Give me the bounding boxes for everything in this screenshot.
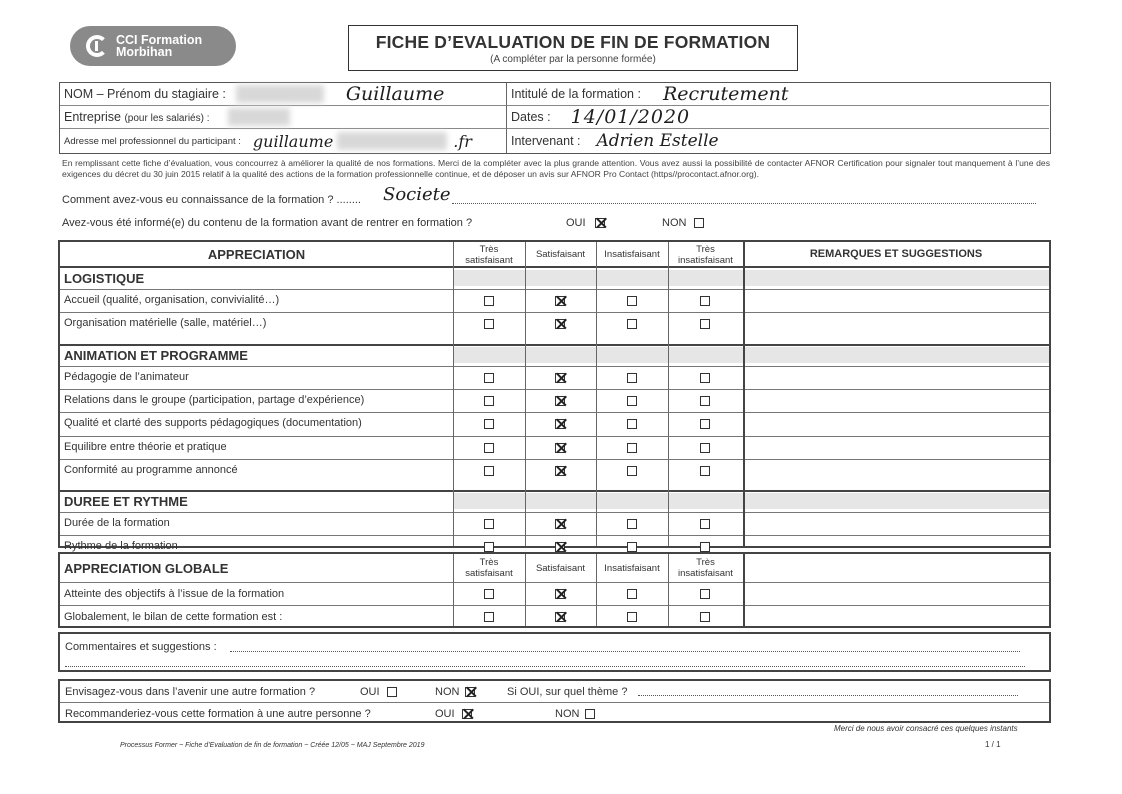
informed-yes-checkbox[interactable]	[595, 218, 605, 228]
criterion-label: Durée de la formation	[64, 517, 170, 530]
logo-text	[116, 34, 202, 58]
rating-checkbox[interactable]	[555, 466, 565, 476]
rating-checkbox[interactable]	[627, 466, 637, 476]
informed-question: Avez-vous été informé(e) du contenu de la formation avant de rentrer en formation ?	[62, 217, 473, 229]
other-training-no[interactable]	[435, 686, 475, 698]
source-question	[62, 194, 361, 206]
company-row	[60, 106, 507, 129]
rating-checkbox[interactable]	[700, 373, 710, 383]
logo-line1: CCI Formation	[116, 33, 203, 47]
rating-checkbox[interactable]	[627, 542, 637, 552]
col-header-line1: Très	[696, 243, 715, 255]
recommend-yes-checkbox[interactable]	[462, 709, 472, 719]
redacted-email	[337, 132, 447, 150]
column-divider	[596, 554, 597, 626]
rating-checkbox[interactable]	[700, 319, 710, 329]
criterion-label: Relations dans le groupe (participation, partage d’expérience)	[64, 393, 365, 406]
informed-no-checkbox[interactable]	[694, 218, 704, 228]
rating-checkbox[interactable]	[555, 419, 565, 429]
rating-checkbox[interactable]	[627, 612, 637, 622]
trainee-name-row	[60, 83, 507, 106]
title-box	[348, 25, 798, 71]
rating-checkbox[interactable]	[484, 589, 494, 599]
rating-checkbox[interactable]	[484, 612, 494, 622]
email-row	[60, 129, 507, 153]
criterion-label: Organisation matérielle (salle, matériel…)	[64, 317, 267, 330]
global-criterion-label: Atteinte des objectifs à l’issue de la formation	[64, 588, 285, 600]
column-divider	[668, 242, 669, 546]
col-header-satisfied: Satisfaisant	[535, 249, 586, 260]
section-title: DUREE ET RYTHME	[64, 494, 188, 510]
other-yes-label: OUI	[360, 686, 380, 698]
rating-checkbox[interactable]	[555, 296, 565, 306]
dates-label: Dates :	[511, 110, 551, 124]
trainer-field[interactable]: Adrien Estelle	[596, 131, 719, 151]
thanks-note: Merci de nous avoir consacré ces quelques instants	[834, 724, 1018, 733]
source-label: Comment avez-vous eu connaissance de la formation ? ........	[62, 194, 361, 206]
redacted-company[interactable]	[228, 108, 290, 126]
rating-checkbox[interactable]	[555, 373, 565, 383]
row-divider	[60, 605, 1049, 606]
training-title-field[interactable]: Recrutement	[662, 83, 789, 105]
source-field[interactable]: Societe	[383, 184, 451, 205]
rating-checkbox[interactable]	[555, 443, 565, 453]
page-title: FICHE D’EVALUATION DE FIN DE FORMATION	[375, 32, 771, 52]
email-label: Adresse mel professionnel du participant :	[64, 135, 241, 147]
global-appreciation-table	[58, 552, 1051, 628]
recommend-no[interactable]	[555, 708, 595, 720]
comments-box	[58, 632, 1051, 672]
rating-checkbox[interactable]	[627, 296, 637, 306]
rating-checkbox[interactable]	[484, 443, 494, 453]
rating-checkbox[interactable]	[627, 519, 637, 529]
rating-checkbox[interactable]	[700, 589, 710, 599]
global-title: APPRECIATION GLOBALE	[64, 560, 229, 576]
rating-checkbox[interactable]	[484, 373, 494, 383]
recommend-no-checkbox[interactable]	[585, 709, 595, 719]
global-col-unsatisfied: Insatisfaisant	[604, 562, 660, 574]
criterion-label: Accueil (qualité, organisation, convivialité…)	[64, 294, 280, 306]
rating-checkbox[interactable]	[700, 396, 710, 406]
col-header-line2: satisfaisant	[465, 254, 513, 266]
remarks-area[interactable]	[745, 268, 1049, 563]
global-col-very-satisfied	[453, 554, 525, 582]
rating-checkbox[interactable]	[484, 519, 494, 529]
column-divider	[743, 554, 745, 626]
trainee-name-label: NOM – Prénom du stagiaire :	[64, 87, 226, 101]
theme-question: Si OUI, sur quel thème ?	[507, 686, 628, 698]
rating-checkbox[interactable]	[627, 396, 637, 406]
rating-checkbox[interactable]	[700, 612, 710, 622]
global-criterion-label: Globalement, le bilan de cette formation est :	[64, 611, 283, 623]
cci-logo-icon	[86, 35, 108, 57]
future-box	[58, 679, 1051, 723]
rating-checkbox[interactable]	[700, 542, 710, 552]
rating-checkbox[interactable]	[627, 319, 637, 329]
appreciation-table	[58, 240, 1051, 553]
email-field-end: .fr	[453, 131, 472, 151]
criterion-label: Conformité au programme annoncé	[64, 463, 238, 476]
rating-checkbox[interactable]	[484, 396, 494, 406]
informed-yes-option[interactable]	[566, 217, 605, 229]
rating-checkbox[interactable]	[627, 589, 637, 599]
training-title-label: Intitulé de la formation :	[511, 87, 641, 101]
theme-dotted-line[interactable]	[638, 695, 1018, 696]
email-field-start[interactable]: guillaume	[252, 131, 334, 151]
column-divider	[453, 554, 454, 626]
column-divider	[525, 242, 526, 546]
col-header-line2: insatisfaisant	[678, 254, 733, 266]
identity-box	[59, 82, 1051, 154]
rating-checkbox[interactable]	[700, 296, 710, 306]
recommend-yes-label: OUI	[435, 708, 455, 720]
rating-checkbox[interactable]	[555, 519, 565, 529]
col-header-line1: Très	[479, 243, 499, 255]
col-header-unsatisfied: Insatisfaisant	[604, 249, 660, 260]
other-yes-checkbox[interactable]	[387, 687, 397, 697]
trainee-name-field[interactable]: Guillaume	[345, 83, 445, 105]
col-header-line1: Très	[479, 557, 499, 568]
rating-checkbox[interactable]	[700, 419, 710, 429]
company-label	[60, 110, 210, 124]
rating-checkbox[interactable]	[700, 466, 710, 476]
dates-row	[507, 106, 1049, 129]
criterion-label: Pédagogie de l’animateur	[64, 370, 189, 383]
col-header-line2: insatisfaisant	[678, 568, 733, 579]
rating-checkbox[interactable]	[484, 419, 494, 429]
process-footer: Processus Former ~ Fiche d’Evaluation de fin de formation ~ Créée 12/05 ~ MAJ Septembre 2019	[120, 742, 425, 749]
comments-line-1[interactable]	[230, 651, 1020, 652]
redacted-lastname	[236, 85, 324, 103]
row-divider	[60, 582, 1049, 583]
criterion-label: Equilibre entre théorie et pratique	[64, 440, 227, 453]
rating-checkbox[interactable]	[484, 542, 494, 552]
appreciation-header: APPRECIATION	[207, 247, 306, 262]
rating-checkbox[interactable]	[555, 612, 565, 622]
rating-checkbox[interactable]	[484, 319, 494, 329]
rating-checkbox[interactable]	[555, 542, 565, 552]
recommend-yes[interactable]	[435, 708, 472, 720]
page-subtitle: (A compléter par la personne formée)	[490, 54, 656, 65]
column-divider	[596, 242, 597, 546]
page-number: 1 / 1	[985, 740, 1001, 749]
cci-logo	[70, 26, 236, 66]
dates-field[interactable]: 14/01/2020	[570, 106, 691, 128]
column-divider	[668, 554, 669, 626]
rating-checkbox[interactable]	[700, 443, 710, 453]
criterion-label: Rythme de la formation	[64, 540, 178, 553]
global-col-satisfied: Satisfaisant	[535, 562, 586, 574]
recommend-no-label: NON	[555, 708, 580, 720]
col-header-line2: satisfaisant	[465, 568, 513, 579]
other-training-question: Envisagez-vous dans l’avenir une autre formation ?	[65, 686, 316, 698]
remarks-header: REMARQUES ET SUGGESTIONS	[809, 248, 983, 260]
col-header-very-satisfied	[453, 242, 525, 267]
training-title-row	[507, 83, 1049, 106]
rating-checkbox[interactable]	[484, 466, 494, 476]
intro-text: En remplissant cette fiche d’évaluation, vous concourrez à améliorer la qualité de nos formations. Merci de la compléter avec la plus grande attention. Vous avez aussi la possibilité de contacter AFNOR Certification pour signaler tout manquement à l’une des exigences du décret du 30 juin 2015 relatif à la qualité des actions de la formation professionnelle continue, et de déposer un avis sur AFNOR Pro Contact (https//procontact.afnor.org).	[62, 158, 1050, 179]
other-no-checkbox[interactable]	[465, 687, 475, 697]
section-title: LOGISTIQUE	[64, 271, 145, 286]
rating-checkbox[interactable]	[700, 519, 710, 529]
trainer-label: Intervenant :	[511, 134, 581, 148]
company-label-main: Entreprise	[64, 110, 121, 124]
col-header-very-unsatisfied	[668, 242, 743, 267]
informed-no-label: NON	[662, 217, 687, 229]
global-col-very-unsatisfied	[668, 554, 743, 582]
column-divider	[525, 554, 526, 626]
other-training-yes[interactable]	[360, 686, 397, 698]
rating-checkbox[interactable]	[555, 396, 565, 406]
informed-no-option[interactable]	[662, 217, 704, 229]
informed-yes-label: OUI	[566, 217, 586, 229]
rating-checkbox[interactable]	[555, 589, 565, 599]
trainer-row	[507, 129, 1049, 153]
rating-checkbox[interactable]	[627, 443, 637, 453]
row-divider	[60, 702, 1049, 703]
rating-checkbox[interactable]	[484, 296, 494, 306]
source-dotted-line	[452, 203, 1036, 204]
comments-label: Commentaires et suggestions :	[65, 641, 217, 653]
comments-line-2[interactable]	[65, 666, 1025, 667]
recommend-question: Recommanderiez-vous cette formation à une autre personne ?	[65, 708, 371, 720]
company-label-small: (pour les salariés) :	[124, 113, 210, 124]
criterion-label: Qualité et clarté des supports pédagogiques (documentation)	[64, 417, 362, 430]
rating-checkbox[interactable]	[627, 373, 637, 383]
other-no-label: NON	[435, 686, 460, 698]
col-header-line1: Très	[696, 557, 715, 568]
rating-checkbox[interactable]	[627, 419, 637, 429]
column-divider	[453, 242, 454, 546]
logo-line2: Morbihan	[116, 45, 173, 59]
section-title: ANIMATION ET PROGRAMME	[64, 347, 248, 363]
rating-checkbox[interactable]	[555, 319, 565, 329]
